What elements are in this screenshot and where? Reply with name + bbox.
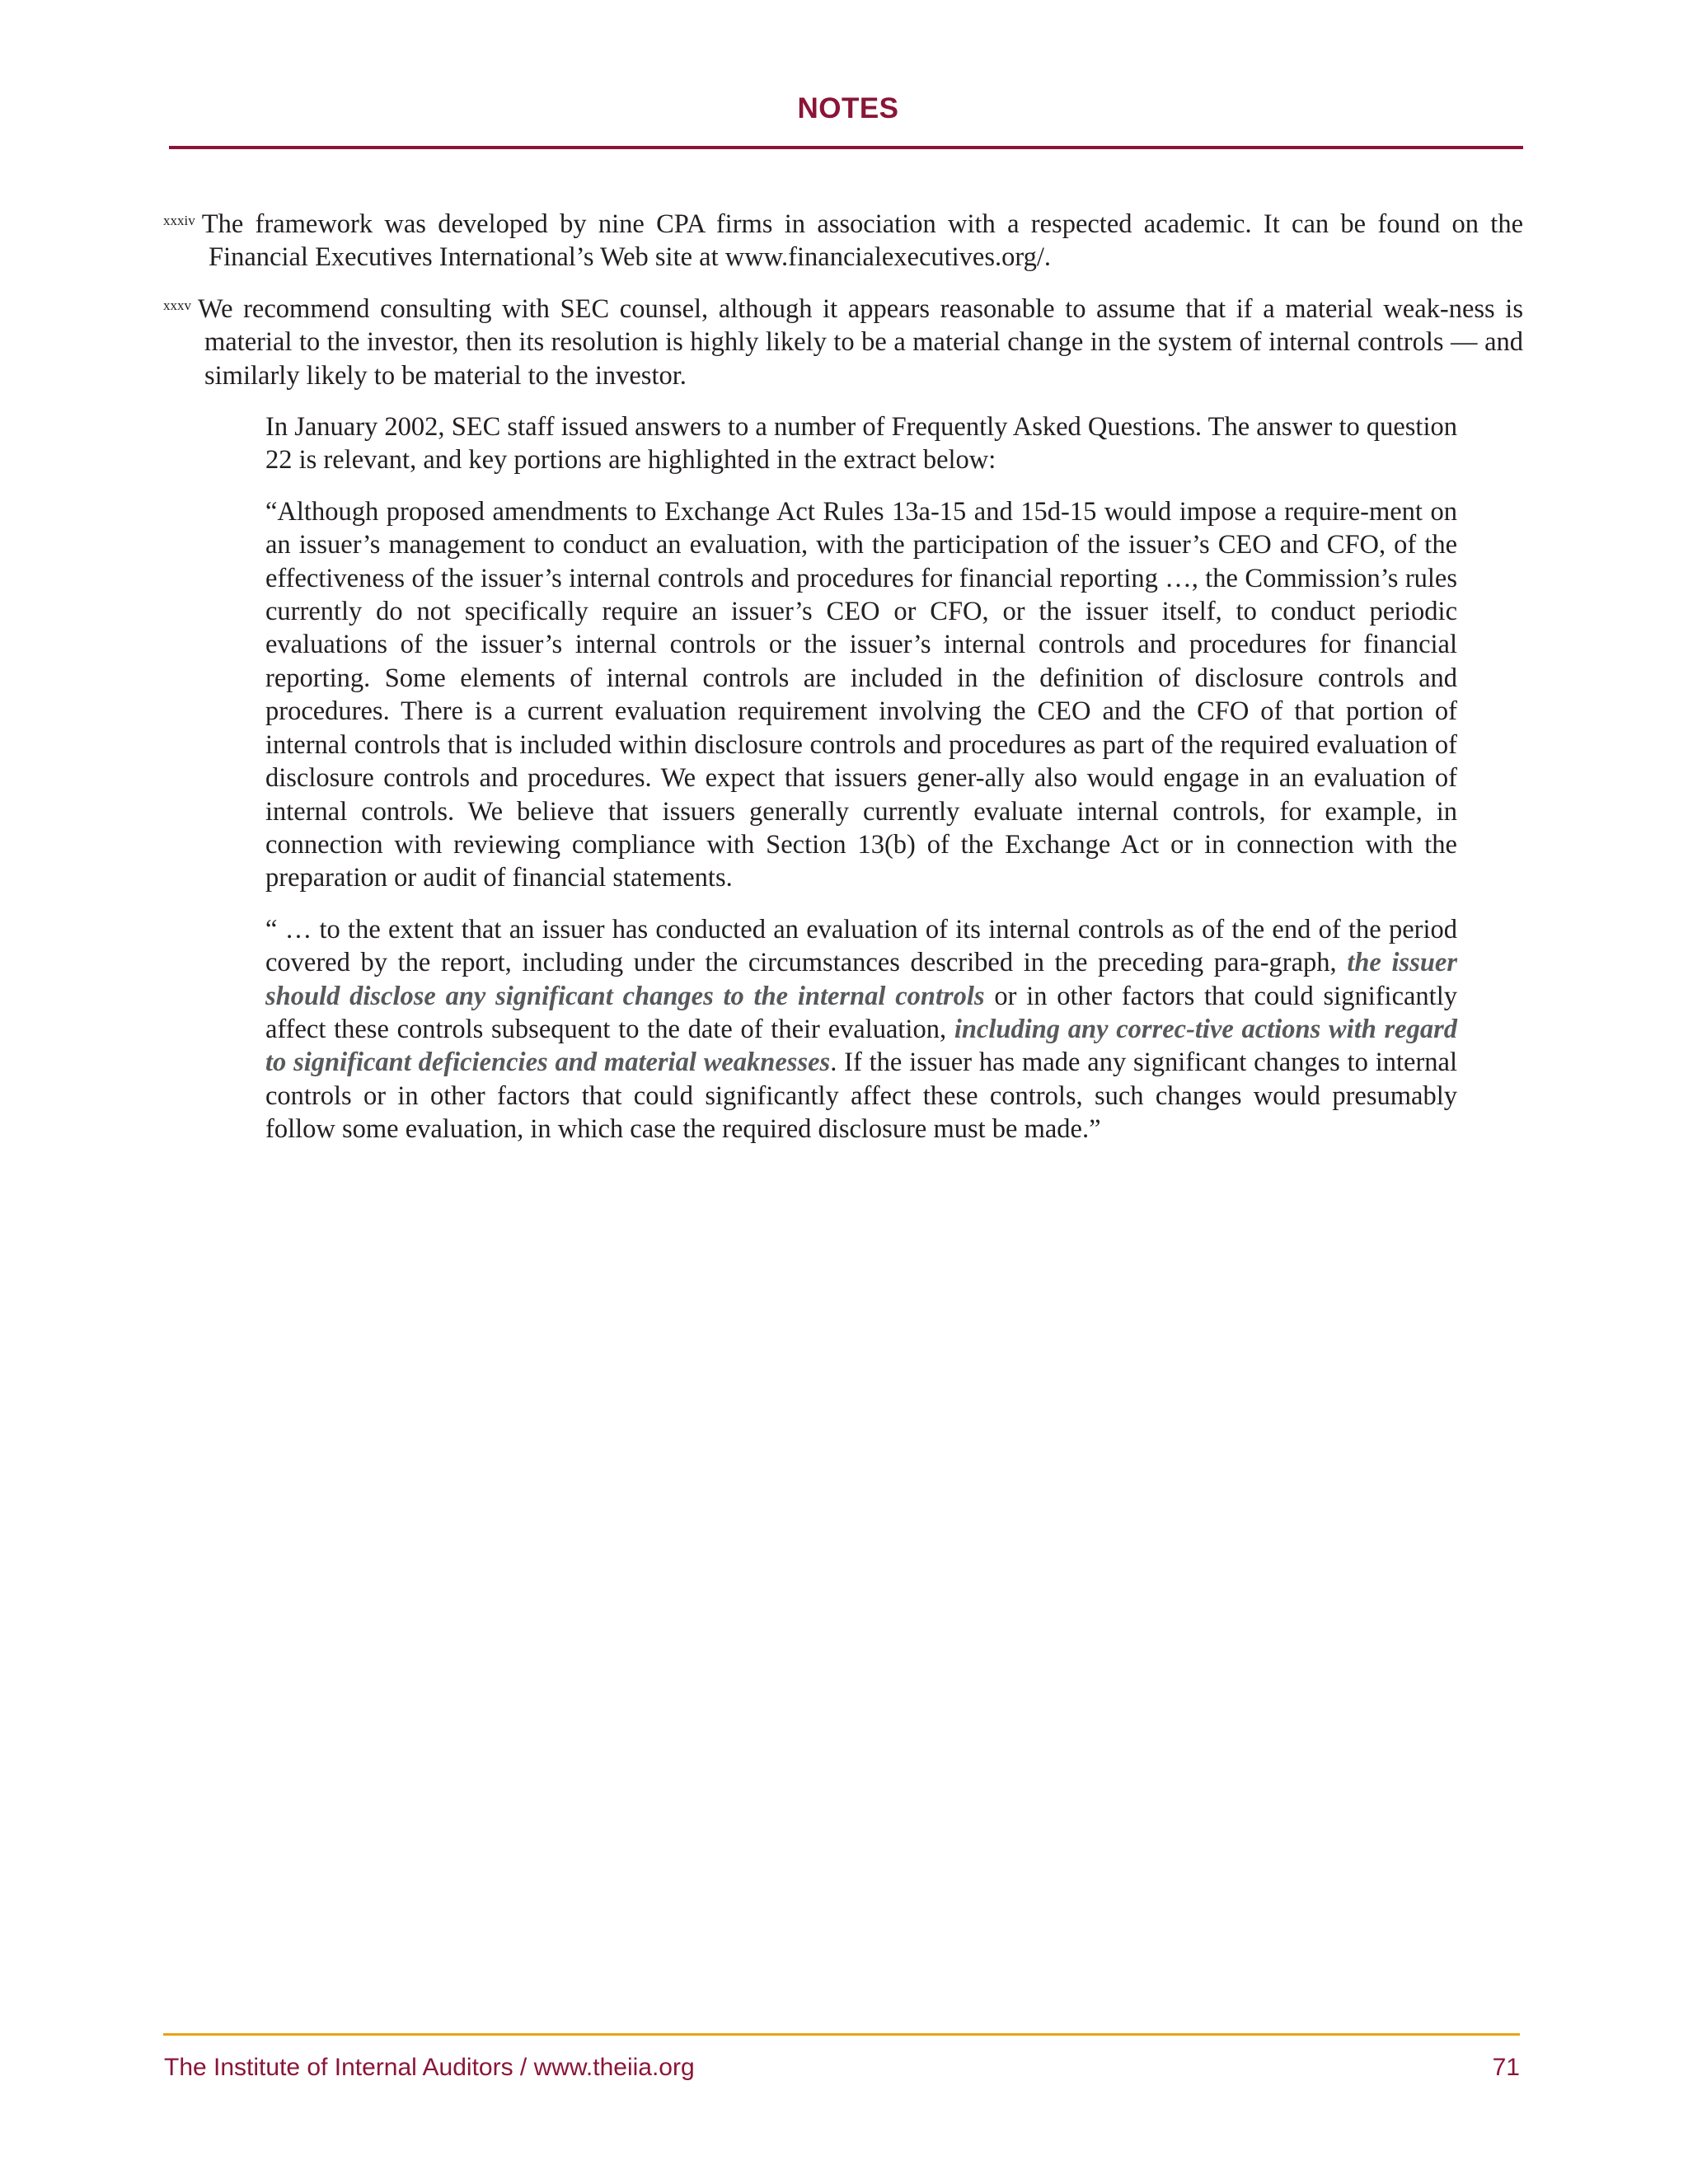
highlighted-text: the issuer should disclose any significant changes to the internal controls [265,948,1457,1011]
footer-divider [163,2033,1520,2036]
note-marker: xxxv [163,297,191,313]
note-xxxiv [163,208,1523,274]
header-divider [169,146,1523,149]
note-xxxv [163,293,1523,392]
quote-text: or in other factors that could significantly affect these controls subsequent to the date of their evaluation, [265,981,1457,1044]
page-number: 71 [1492,2054,1520,2081]
footer-publisher: The Institute of Internal Auditors / www.theiia.org [164,2054,695,2081]
note-marker: xxxiv [163,213,195,228]
quote-paragraph-2 [265,913,1457,1146]
note-text: The framework was developed by nine CPA firms in association with a respected academic. It can be found on the Financial Executives International’s Web site at www.financialexecutives.org/. [201,209,1523,273]
page-header-title: NOTES [797,92,899,124]
quote-text: . If the issuer has made any significant changes to internal controls or in other factors that could significantly affect these controls, such changes would presumably follow some evaluation, in which case the required disclosure must be made.” [265,1047,1457,1145]
highlighted-text: including any correc-tive actions with regard to significant deficiencies and material weaknesses [265,1014,1457,1078]
intro-paragraph: In January 2002, SEC staff issued answers to a number of Frequently Asked Questions. The answer to question 22 is relevant, and key portions are highlighted in the extract below: [265,412,1457,476]
quote-paragraph-1: “Although proposed amendments to Exchange Act Rules 13a-15 and 15d-15 would impose a require-ment on an issuer’s management to conduct an evaluation, with the participation of the issuer’s CEO and CFO, of the effectiveness of the issuer’s internal controls and procedures for financial reporting …, the Commission’s rules currently do not specifically require an issuer’s CEO or CFO, or the issuer itself, to conduct periodic evaluations of the issuer’s internal controls or the issuer’s internal controls and procedures for financial reporting. Some elements of internal controls are included in the definition of disclosure controls and procedures. There is a current evaluation requirement involving the CEO and the CFO of that portion of internal controls that is included within disclosure controls and procedures as part of the required evaluation of disclosure controls and procedures. We expect that issuers gener-ally also would engage in an evaluation of internal controls. We believe that issuers generally currently evaluate internal controls, for example, in connection with reviewing compliance with Section 13(b) of the Exchange Act or in connection with the preparation or audit of financial statements. [265,496,1457,893]
note-text: We recommend consulting with SEC counsel, although it appears reasonable to assume that if a material weak-ness is material to the investor, then its resolution is highly likely to be a material change in the system of internal controls — and similarly likely to be material to the investor. [198,293,1523,391]
notes-section [163,208,1523,1165]
quote-text: “ … to the extent that an issuer has conducted an evaluation of its internal controls as of the end of the period covered by the report, including under the circumstances described in the preceding para-graph, [265,914,1457,978]
